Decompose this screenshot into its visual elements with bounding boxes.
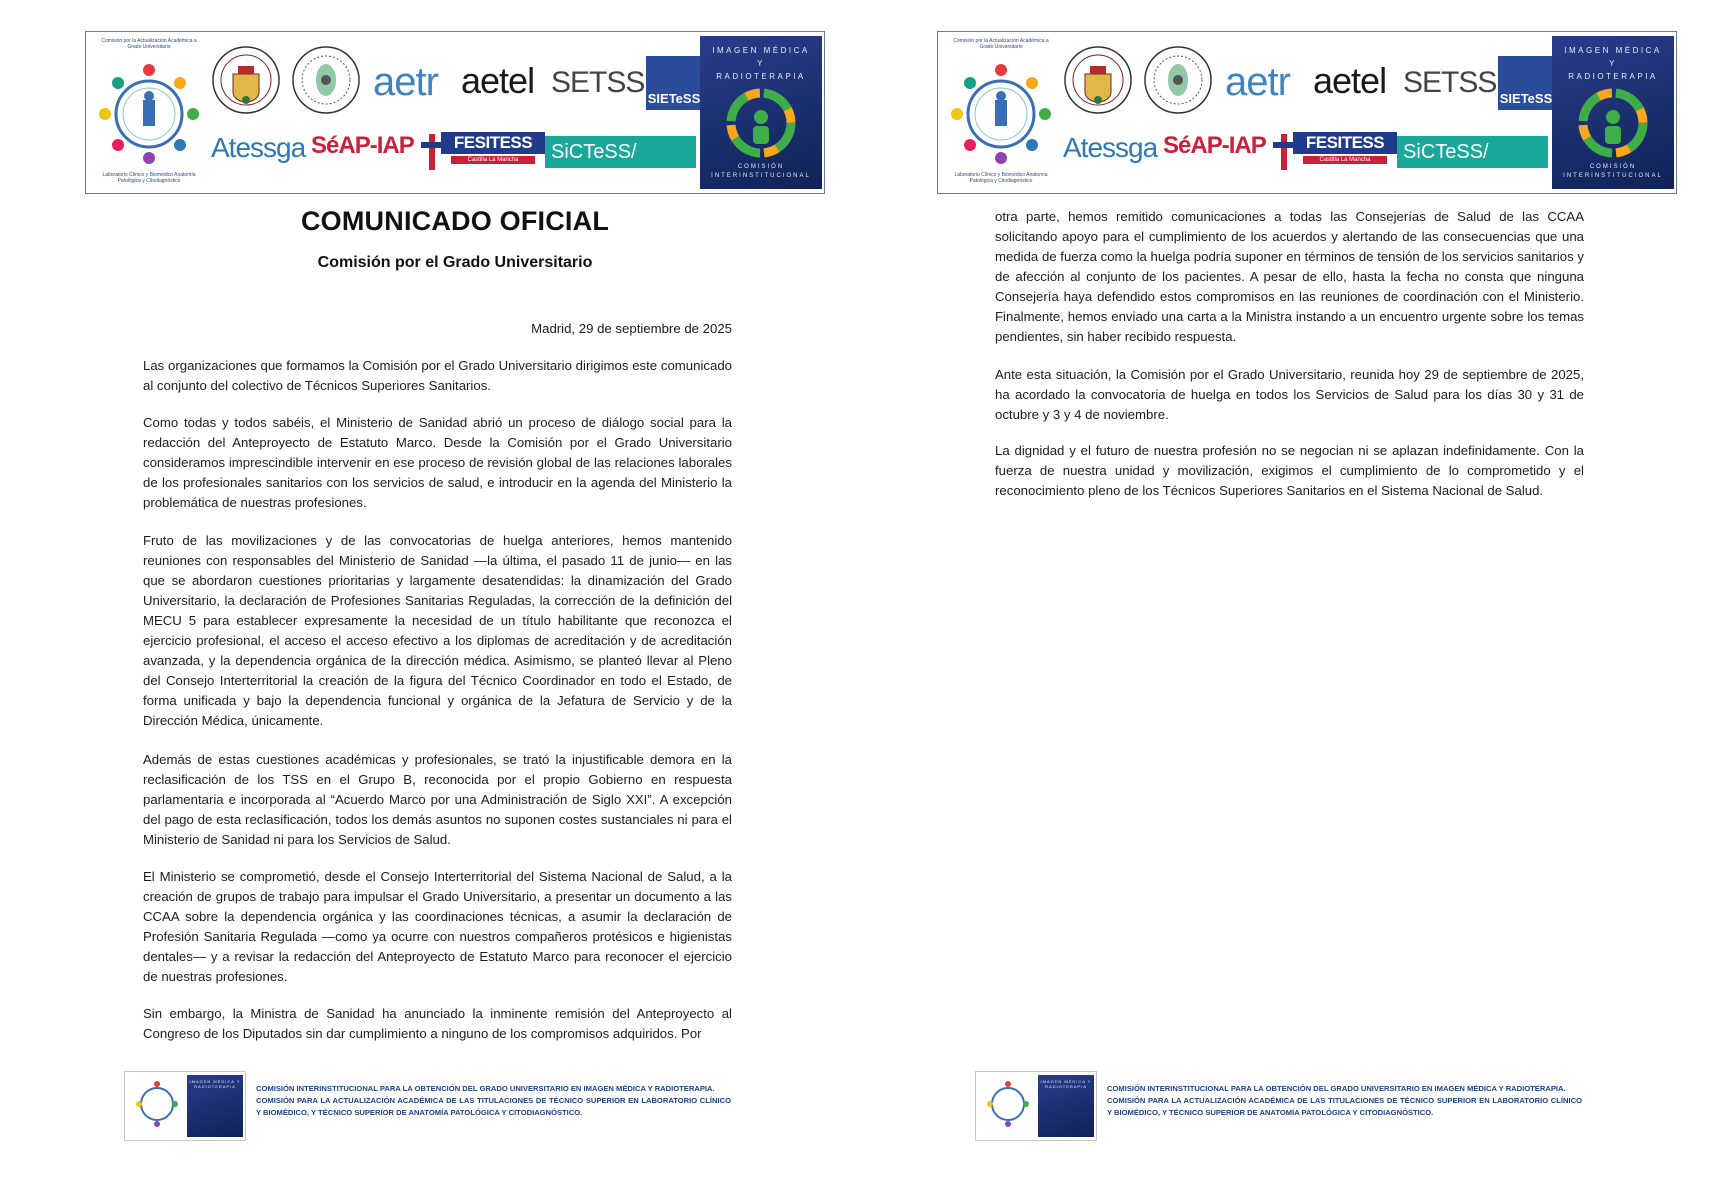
imagen-bottom-line-1: COMISIÓN [1589,164,1637,170]
imagen-bottom [1552,163,1674,181]
imagen-bottom-line-2: INTERINSTITUCIONAL [711,173,811,179]
footer-imagen-logo: IMAGEN MÉDICA Y RADIOTERAPIA [1038,1075,1094,1137]
logo-caption-bottom: Laboratorio Clínico y Biomédico Anatomía Patológica y Citodiagnóstico [102,172,196,184]
imagen-bottom [700,163,822,181]
setss-logo: SETSS [1403,66,1497,99]
imagen-title-line-3: RADIOTERAPIA [716,72,806,81]
paragraph: Como todas y todos sabéis, el Ministerio de Sanidad abrió un proceso de diálogo social para la redacción del Anteproyecto de Estatuto Marco. Desde la Comisión por el Grado Universitario consideramos imprescindible intervenir en ese proceso de revisión global de las relaciones laborales de los profesionales sanitarios con los servicios de salud, e introducir en la agenda del Ministerio la problemática de nuestras profesiones. [143,415,732,510]
setss-logo: SETSS [551,66,645,99]
paragraph: Ante esta situación, la Comisión por el Grado Universitario, reunida hoy 29 de septiembre de 2025, ha acordado la convocatoria de huelga en todos los Servicios de Salud para los días 30 y 31 de octubre y 3 y 4 de noviembre. [995,367,1584,422]
logo-caption-top: Comisión por la Actualización Académica a Grado Universitario [101,38,197,50]
footer-people-icon [129,1076,185,1136]
document-subtitle: Comisión por el Grado Universitario [317,254,593,271]
seal-wreath-icon [291,44,361,116]
imagen-title-line-1: IMAGEN MÉDICA [1564,46,1662,55]
paragraph: otra parte, hemos remitido comunicaciones a todas las Consejerías de Salud de las CCAA solicitando apoyo para el cumplimiento de los acuerdos y alertando de las consecuencias que una medida de fuerza como la huelga podría suponer en términos de tensión de los servicios sanitarios y de afección al conjunto de los pacientes. A pesar de ello, hasta la fecha no consta que ninguna Consejería haya defendido estos compromisos en las reuniones de coordinación con el Ministerio. Finalmente, hemos enviado una carta a la Ministra instando a un encuentro urgente sobre los temas pendientes, sin haber recibido respuesta. [995,209,1584,344]
seap-iap-logo: SéAP-IAP [311,132,414,159]
comision-logo [946,38,1056,188]
fesitess-region: Castilla La Mancha [451,156,535,164]
aetr-logo: aetr [1225,60,1290,104]
sictess-logo: SiCTeSS/ [545,136,696,168]
logo-caption-bottom: Laboratorio Clínico y Biomédico Anatomía Patológica y Citodiagnóstico [954,172,1048,184]
radiation-emblem-icon [718,80,804,166]
people-circle-icon [946,50,1056,180]
fesitess-logo [1273,132,1398,172]
sietess-logo: SIETeSS [646,56,702,110]
paragraph: El Ministerio se comprometió, desde el Consejo Interterritorial del Sistema Nacional de Salud, a la creación de grupos de trabajo para impulsar el Grado Universitario, a presentar un documento a las CCAA sobre la dependencia orgánica y las coordinaciones técnicas, a asumir la declaración de Profesión Sanitaria Regulada —como ya ocurre con nuestros compañeros protésicos e higienistas dentales— y a revisar la redacción del Anteproyecto de Estatuto Marco para reconocer el ejercicio de nuestras profesiones. [143,869,732,984]
footer-text: COMISIÓN INTERINSTITUCIONAL PARA LA OBTENCIÓN DEL GRADO UNIVERSITARIO EN IMAGEN MÉDICA Y RADIOTERAPIA. COMISIÓN PARA LA ACTUALIZACIÓN ACADÉMICA DE LAS TITULACIONES DE TÉCNICO SUPERIOR EN LABORATORIO CLÍNICO Y BIOMÉDICO, Y TÉCNICO SUPERIOR DE ANATOMÍA PATOLÓGICA Y CITODIAGNÓSTICO. [256,1084,731,1117]
document-page-2 [855,0,1710,1199]
footer-people-icon [980,1076,1036,1136]
imagen-title-line-2: Y [1609,59,1617,68]
aetel-logo: aetel [1313,60,1387,101]
footer-text: COMISIÓN INTERINSTITUCIONAL PARA LA OBTENCIÓN DEL GRADO UNIVERSITARIO EN IMAGEN MÉDICA Y RADIOTERAPIA. COMISIÓN PARA LA ACTUALIZACIÓN ACADÉMICA DE LAS TITULACIONES DE TÉCNICO SUPERIOR EN LABORATORIO CLÍNICO Y BIOMÉDICO, Y TÉCNICO SUPERIOR DE ANATOMÍA PATOLÓGICA Y CITODIAGNÓSTICO. [1107,1084,1582,1117]
imagen-title-line-1: IMAGEN MÉDICA [712,46,810,55]
logo-caption-top: Comisión por la Actualización Académica a Grado Universitario [953,38,1049,50]
paragraph: Además de estas cuestiones académicas y profesionales, se trató la injustificable demora en la reclasificación de los TSS en el Grupo B, reconocida por el propio Gobierno en respuesta parlamentaria e incorporada al “Acuerdo Marco por una Administración de Siglo XXI”. A excepción del pago de esta reclasificación, todos los demás asuntos no suponen costes sustanciales ni para el Ministerio de Sanidad ni para los Servicios de Salud. [143,752,732,847]
cross-icon [1273,134,1295,170]
people-circle-icon [94,50,204,180]
atessga-logo: Atessga [1063,132,1158,163]
document-title: COMUNICADO OFICIAL [300,206,610,236]
comision-logo [94,38,204,188]
paragraph: Las organizaciones que formamos la Comisión por el Grado Universitario dirigimos este comunicado al conjunto del colectivo de Técnicos Superiores Sanitarios. [143,358,732,393]
paragraph: Fruto de las movilizaciones y de las convocatorias de huelga anteriores, hemos mantenido reuniones con responsables del Ministerio de Sanidad —la última, el pasado 11 de junio— en las que se abordaron cuestiones prioritarias y largamente desatendidas: la dinamización del Grado Universitario, la declaración de Profesiones Sanitarias Reguladas, la corrección de la definición del MECU 5 para establecer expresamente la necesidad de un título habilitante que reconozca el ejercicio profesional, el acceso el acceso efectivo a los diplomas de acreditación y de acreditación avanzada, y la dependencia orgánica de la dirección médica. Asimismo, se planteó llevar al Pleno del Consejo Interterritorial la creación de la figura del Técnico Coordinador en todo el Estado, de forma unificada y bajo la dependencia funcional y orgánica de la Jefatura de Servicio y de la Dirección Médica, únicamente. [143,533,732,728]
footer-logos [124,1071,246,1141]
fesitess-logo [421,132,546,172]
page-footer [975,1071,1582,1141]
imagen-bottom-line-2: INTERINSTITUCIONAL [1563,173,1663,179]
imagen-title-line-3: RADIOTERAPIA [1568,72,1658,81]
imagen-title-line-2: Y [757,59,765,68]
paragraph: Sin embargo, la Ministra de Sanidad ha anunciado la inminente remisión del Anteproyecto al Congreso de los Diputados sin dar cumplimiento a ninguno de los compromisos adquiridos. Por [143,1006,732,1041]
seal-wreath-icon [1143,44,1213,116]
atessga-logo: Atessga [211,132,306,163]
footer-logos [975,1071,1097,1141]
fesitess-name: FESITESS [441,132,545,154]
cross-icon [421,134,443,170]
radiation-emblem-icon [1570,80,1656,166]
sictess-logo: SiCTeSS/ [1397,136,1548,168]
aetr-logo: aetr [373,60,438,104]
seal-tecnicos-icon [211,44,281,116]
fesitess-name: FESITESS [1293,132,1397,154]
document-date: Madrid, 29 de septiembre de 2025 [531,321,732,336]
paragraph: La dignidad y el futuro de nuestra profesión no se negocian ni se aplazan indefinidamente. Con la fuerza de nuestra unidad y movilización, exigimos el cumplimiento de lo comprometido y el reconocimiento pleno de los Técnicos Superiores Sanitarios en el Sistema Nacional de Salud. [995,443,1584,498]
imagen-medica-logo [700,36,822,189]
header-banner [85,31,825,194]
fesitess-region: Castilla La Mancha [1303,156,1387,164]
imagen-medica-logo [1552,36,1674,189]
imagen-title [700,44,822,83]
document-page-1 [0,0,855,1199]
sietess-logo: SIETeSS [1498,56,1554,110]
imagen-title [1552,44,1674,83]
aetel-logo: aetel [461,60,535,101]
footer-imagen-logo: IMAGEN MÉDICA Y RADIOTERAPIA [187,1075,243,1137]
seap-iap-logo: SéAP-IAP [1163,132,1266,159]
imagen-bottom-line-1: COMISIÓN [737,164,785,170]
header-banner [937,31,1677,194]
seal-tecnicos-icon [1063,44,1133,116]
page-footer [124,1071,731,1141]
